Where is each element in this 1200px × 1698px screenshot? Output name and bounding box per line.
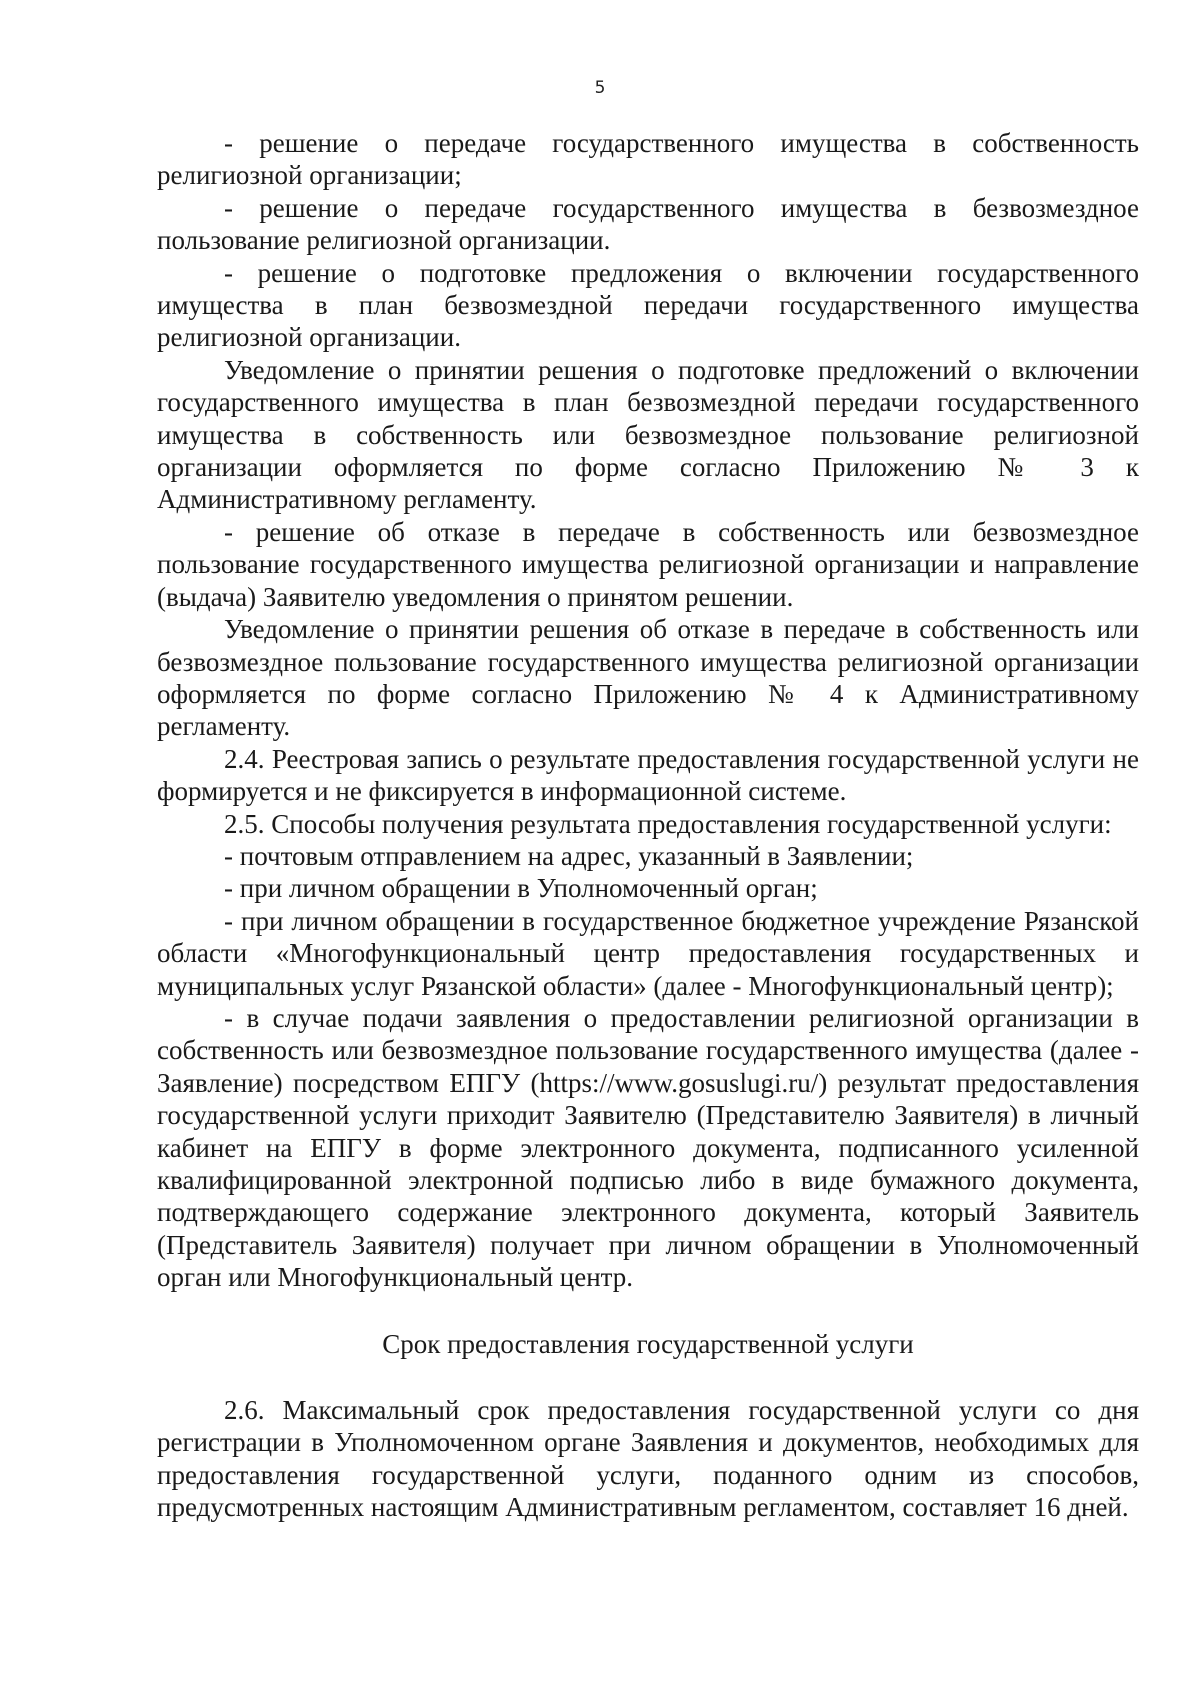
page-number: 5 <box>594 78 606 98</box>
paragraph: 2.5. Способы получения результата предоставления государственной услуги: <box>224 808 1112 839</box>
paragraph: - решение о передаче государственного имущества в безвозмездное пользование религиозной организации. <box>157 192 1139 256</box>
paragraph: Уведомление о принятии решения о подготовке предложений о включении государственного имущества в план безвозмездной передачи государственного имущества в собственность или безвозмездное пользование религиозной организации оформляется по форме согласно Приложению № 3 к Административному регламенту. <box>157 354 1139 515</box>
document-body <box>157 127 1139 1524</box>
section-heading: Срок предоставления государственной услуги <box>382 1328 914 1359</box>
paragraph: Уведомление о принятии решения об отказе в передаче в собственность или безвозмездное пользование государственного имущества религиозной организации оформляется по форме согласно Приложению № 4 к Административному регламенту. <box>157 614 1139 742</box>
paragraph: - решение о подготовке предложения о включении государственного имущества в план безвозмездной передачи государственного имущества религиозной организации. <box>157 257 1139 353</box>
paragraph: - решение о передаче государственного имущества в собственность религиозной организации; <box>157 128 1139 191</box>
paragraph: 2.6. Максимальный срок предоставления государственной услуги со дня регистрации в Уполномоченном органе Заявления и документов, необходимых для предоставления государственной услуги, поданного одним из способов, предусмотренных настоящим Административным регламентом, составляет 16 дней. <box>157 1395 1139 1523</box>
paragraph: - почтовым отправлением на адрес, указанный в Заявлении; <box>224 840 914 871</box>
paragraph: - при личном обращении в Уполномоченный орган; <box>224 873 818 904</box>
paragraph: - решение об отказе в передаче в собственность или безвозмездное пользование государственного имущества религиозной организации и направление (выдача) Заявителю уведомления о принятом решении. <box>157 516 1139 612</box>
paragraph: - при личном обращении в государственное бюджетное учреждение Рязанской области «Многофункциональный центр предоставления государственных и муниципальных услуг Рязанской области» (далее - Многофункциональный центр); <box>157 905 1139 1001</box>
paragraph: 2.4. Реестровая запись о результате предоставления государственной услуги не формируется и не фиксируется в информационной системе. <box>157 743 1139 807</box>
paragraph: - в случае подачи заявления о предоставлении религиозной организации в собственность или безвозмездное пользование государственного имущества (далее - Заявление) посредством ЕПГУ (https://www.gosuslugi.ru/) результат предоставления государственной услуги приходит Заявителю (Представителю Заявителя) в личный кабинет на ЕПГУ в форме электронного документа, подписанного усиленной квалифицированной электронной подписью либо в виде бумажного документа, подтверждающего содержание электронного документа, который Заявитель (Представитель Заявителя) получает при личном обращении в Уполномоченный орган или Многофункциональный центр. <box>157 1002 1139 1293</box>
